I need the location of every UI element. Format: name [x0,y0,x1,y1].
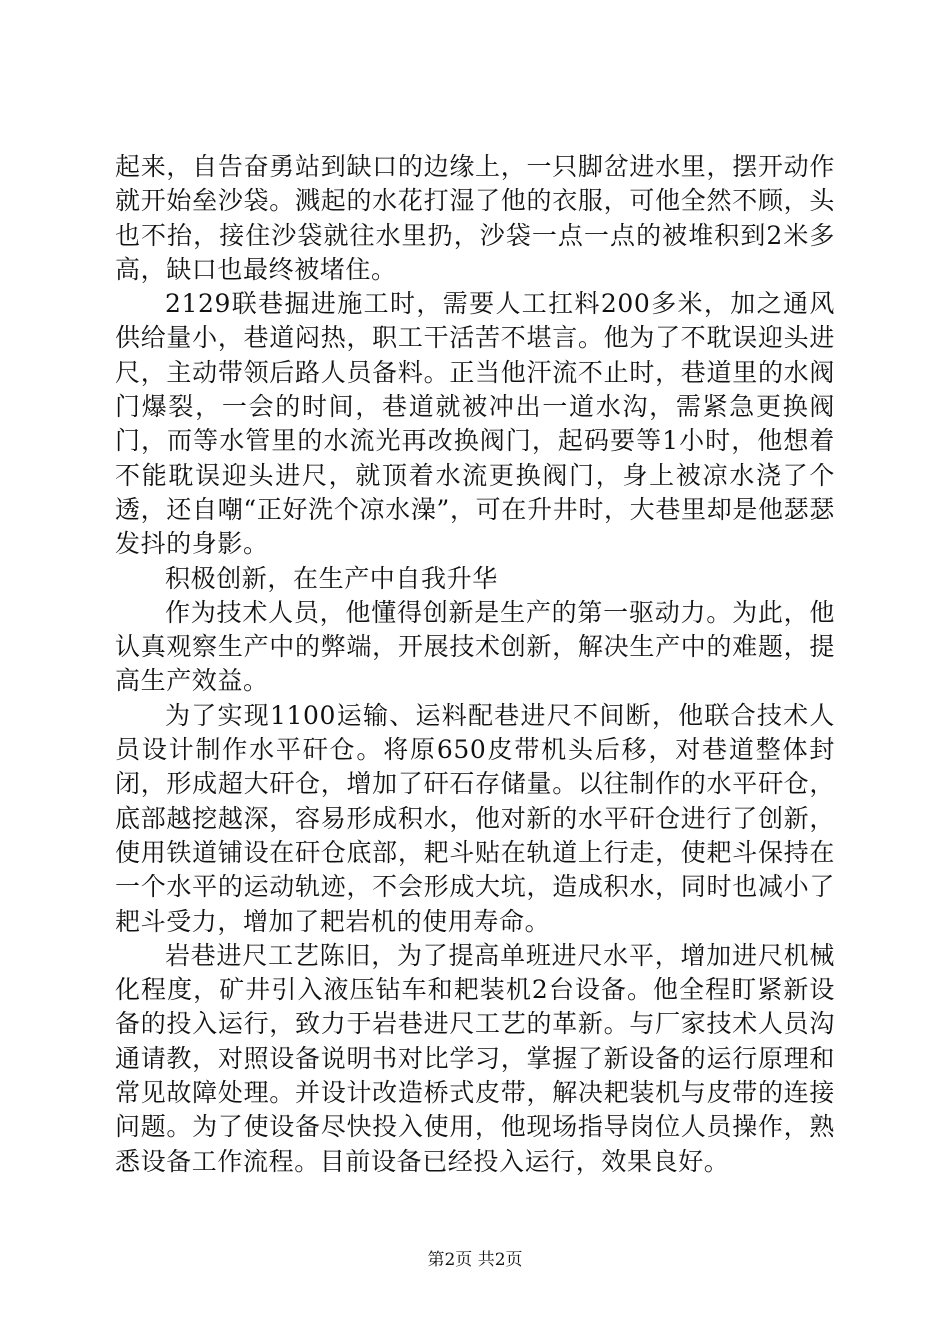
document-body [115,150,835,1179]
paragraph-rock-roadway: 岩巷进尺工艺陈旧，为了提高单班进尺水平，增加进尺机械化程度，矿井引入液压钻车和耙装机2台设备。他全程盯紧新设备的投入运行，致力于岩巷进尺工艺的革新。与厂家技术人员沟通请教，对照设备说明书对比学习，掌握了新设备的运行原理和常见故障处理。并设计改造桥式皮带，解决耙装机与皮带的连接问题。为了使设备尽快投入使用，他现场指导岗位人员操作，熟悉设备工作流程。目前设备已经投入运行，效果良好。 [115,940,835,1176]
section-heading: 积极创新，在生产中自我升华 [165,563,498,593]
paragraph-gangue-bin: 为了实现1100运输、运料配巷进尺不间断，他联合技术人员设计制作水平矸仓。将原650皮带机头后移，对巷道整体封闭，形成超大矸仓，增加了矸石存储量。以往制作的水平矸仓，底部越挖越深，容易形成积水，他对新的水平矸仓进行了创新，使用铁道铺设在矸仓底部，耙斗贴在轨道上行走，使耙斗保持在一个水平的运动轨迹，不会形成大坑，造成积水，同时也减小了耙斗受力，增加了耙岩机的使用寿命。 [115,700,835,936]
paragraph-2129-lane: 2129联巷掘进施工时，需要人工扛料200多米，加之通风供给量小，巷道闷热，职工干活苦不堪言。他为了不耽误迎头进尺，主动带领后路人员备料。正当他汗流不止时，巷道里的水阀门爆裂，一会的时间，巷道就被冲出一道水沟，需紧急更换阀门，而等水管里的水流光再改换阀门，起码要等1小时，他想着不能耽误迎头进尺，就顶着水流更换阀门，身上被凉水浇了个透，还自嘲“正好洗个凉水澡”，可在升井时，大巷里却是他瑟瑟发抖的身影。 [115,289,835,559]
paragraph-continuation: 起来，自告奋勇站到缺口的边缘上，一只脚岔进水里，摆开动作就开始垒沙袋。溅起的水花打湿了他的衣服，可他全然不顾，头也不抬，接住沙袋就往水里扔，沙袋一点一点的被堆积到2米多高，缺口也最终被堵住。 [115,152,835,284]
paragraph-innovation-intro: 作为技术人员，他懂得创新是生产的第一驱动力。为此，他认真观察生产中的弊端，开展技术创新，解决生产中的难题，提高生产效益。 [115,597,835,696]
page-number-footer: 第2页 共2页 [427,1250,523,1270]
